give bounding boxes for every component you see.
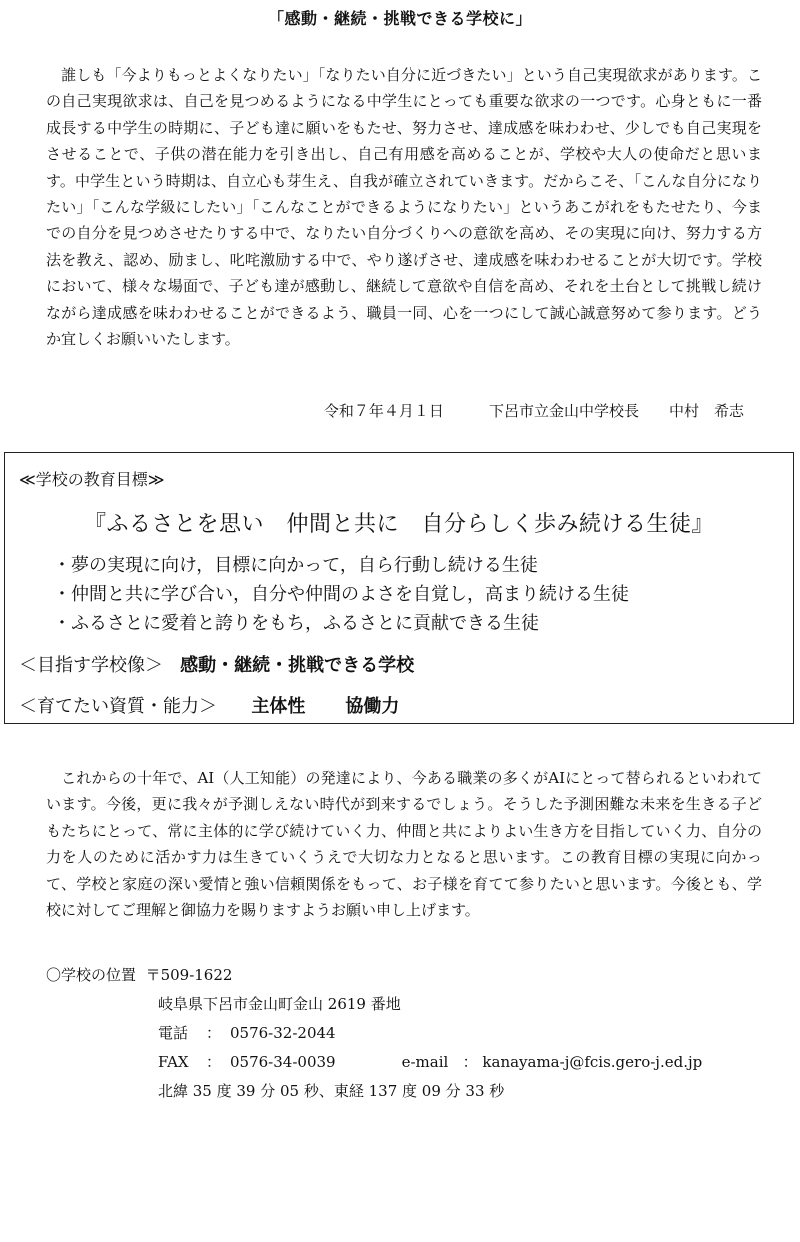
intro-paragraph: 誰しも「今よりもっとよくなりたい」「なりたい自分に近づきたい」という自己実現欲求があります。この自己実現欲求は、自己を見つめるようになる中学生にとっても重要な欲求の一つです。心身ともに一番成長する中学生の時期に、子ども達に願いをもたせ、努力させ、達成感を味わわせ、少しでも自己実現をさせることで、子供の潜在能力を引き出し、自己有用感を高めることが、学校や大人の使命だと思います。中学生という時期は、自立心も芽生え、自我が確立されていきます。だからこそ、「こんな自分になりたい」「こんな学級にしたい」「こんなことができるようになりたい」というあこがれをもたせたり、今までの自分を見つめさせたりする中で、なりたい自分づくりへの意欲を高め、その実現に向け、努力する方法を教え、認め、励まし、叱咤激励する中で、やり遂げさせ、達成感を味わわせることが大切です。学校において、様々な場面で、子ども達が感動し、継続して意欲や自信を高め、それを土台として挑戦し続けながら達成感を味わわせることができるよう、職員一同、心を一つにして誠心誠意努めて参ります。どうか宜しくお願いいたします。 xyxy=(46,66,762,349)
education-goals-box xyxy=(4,452,794,724)
fax-number: 0576-34-0039 xyxy=(230,1053,336,1071)
coordinates: 北緯 35 度 39 分 05 秒、東経 137 度 09 分 33 秒 xyxy=(158,1082,505,1100)
page-title: 「感動・継続・挑戦できる学校に」 xyxy=(267,9,532,28)
email-separator: ： xyxy=(462,1053,478,1071)
signature-line xyxy=(324,400,744,421)
signature-date: 令和７年４月１日 xyxy=(323,402,444,420)
email-label: e-mail xyxy=(401,1053,449,1071)
school-image-label: ＜目指す学校像＞ xyxy=(19,655,163,676)
fax-email-line xyxy=(46,1048,702,1077)
fax-label: FAX xyxy=(158,1053,189,1071)
quality-value: 協働力 xyxy=(345,696,400,717)
signature-name: 中村 希志 xyxy=(668,402,744,420)
phone-number: 0576-32-2044 xyxy=(230,1024,336,1042)
goals-motto: 『ふるさとを思い 仲間と共に 自分らしく歩み続ける生徒』 xyxy=(83,512,714,537)
postal-code: 〒509-1622 xyxy=(145,966,233,984)
goal-item: ・夢の実現に向け，目標に向かって，自ら行動し続ける生徒 xyxy=(53,555,538,576)
school-location-block xyxy=(46,961,702,1106)
goals-list xyxy=(53,551,629,638)
closing-paragraph: これからの十年で、AI（人工知能）の発達により、今ある職業の多くがAIにとって替られるといわれています。今後，更に我々が予測しえない時代が到来するでしょう。そうした予測困難な未来を生きる子どもたちにとって、常に主体的に学び続けていく力、仲間と共によりよい生き方を目指していく力、自分の力を人のために活かす力は生きていくうえで大切な力となると思います。この教育目標の実現に向かって、学校と家庭の深い愛情と強い信頼関係をもって、お子様を育てて参りたいと思います。今後とも、学校に対してご理解と御協力を賜りますようお願い申し上げます。 xyxy=(46,769,762,920)
phone-separator: ： xyxy=(206,1024,222,1042)
email-address[interactable]: kanayama-j@fcis.gero-j.ed.jp xyxy=(482,1053,703,1071)
goals-heading: ≪学校の教育目標≫ xyxy=(19,470,165,489)
goal-item: ・ふるさとに愛着と誇りをもち，ふるさとに貢献できる生徒 xyxy=(53,613,539,634)
school-image-value: 感動・継続・挑戦できる学校 xyxy=(180,655,415,676)
location-label: 〇学校の位置 xyxy=(46,966,137,984)
fax-separator: ： xyxy=(206,1053,222,1071)
school-image-row xyxy=(19,651,414,677)
qualities-row xyxy=(19,692,399,718)
phone-label: 電話 xyxy=(158,1024,189,1042)
goal-item: ・仲間と共に学び合い，自分や仲間のよさを自覚し，高まり続ける生徒 xyxy=(53,584,629,605)
location-header xyxy=(46,961,702,990)
address: 岐阜県下呂市金山町金山 2619 番地 xyxy=(158,995,401,1013)
phone-line xyxy=(46,1019,702,1048)
qualities-label: ＜育てたい資質・能力＞ xyxy=(19,696,217,717)
quality-value: 主体性 xyxy=(251,696,306,717)
signature-position: 下呂市立金山中学校長 xyxy=(488,402,639,420)
